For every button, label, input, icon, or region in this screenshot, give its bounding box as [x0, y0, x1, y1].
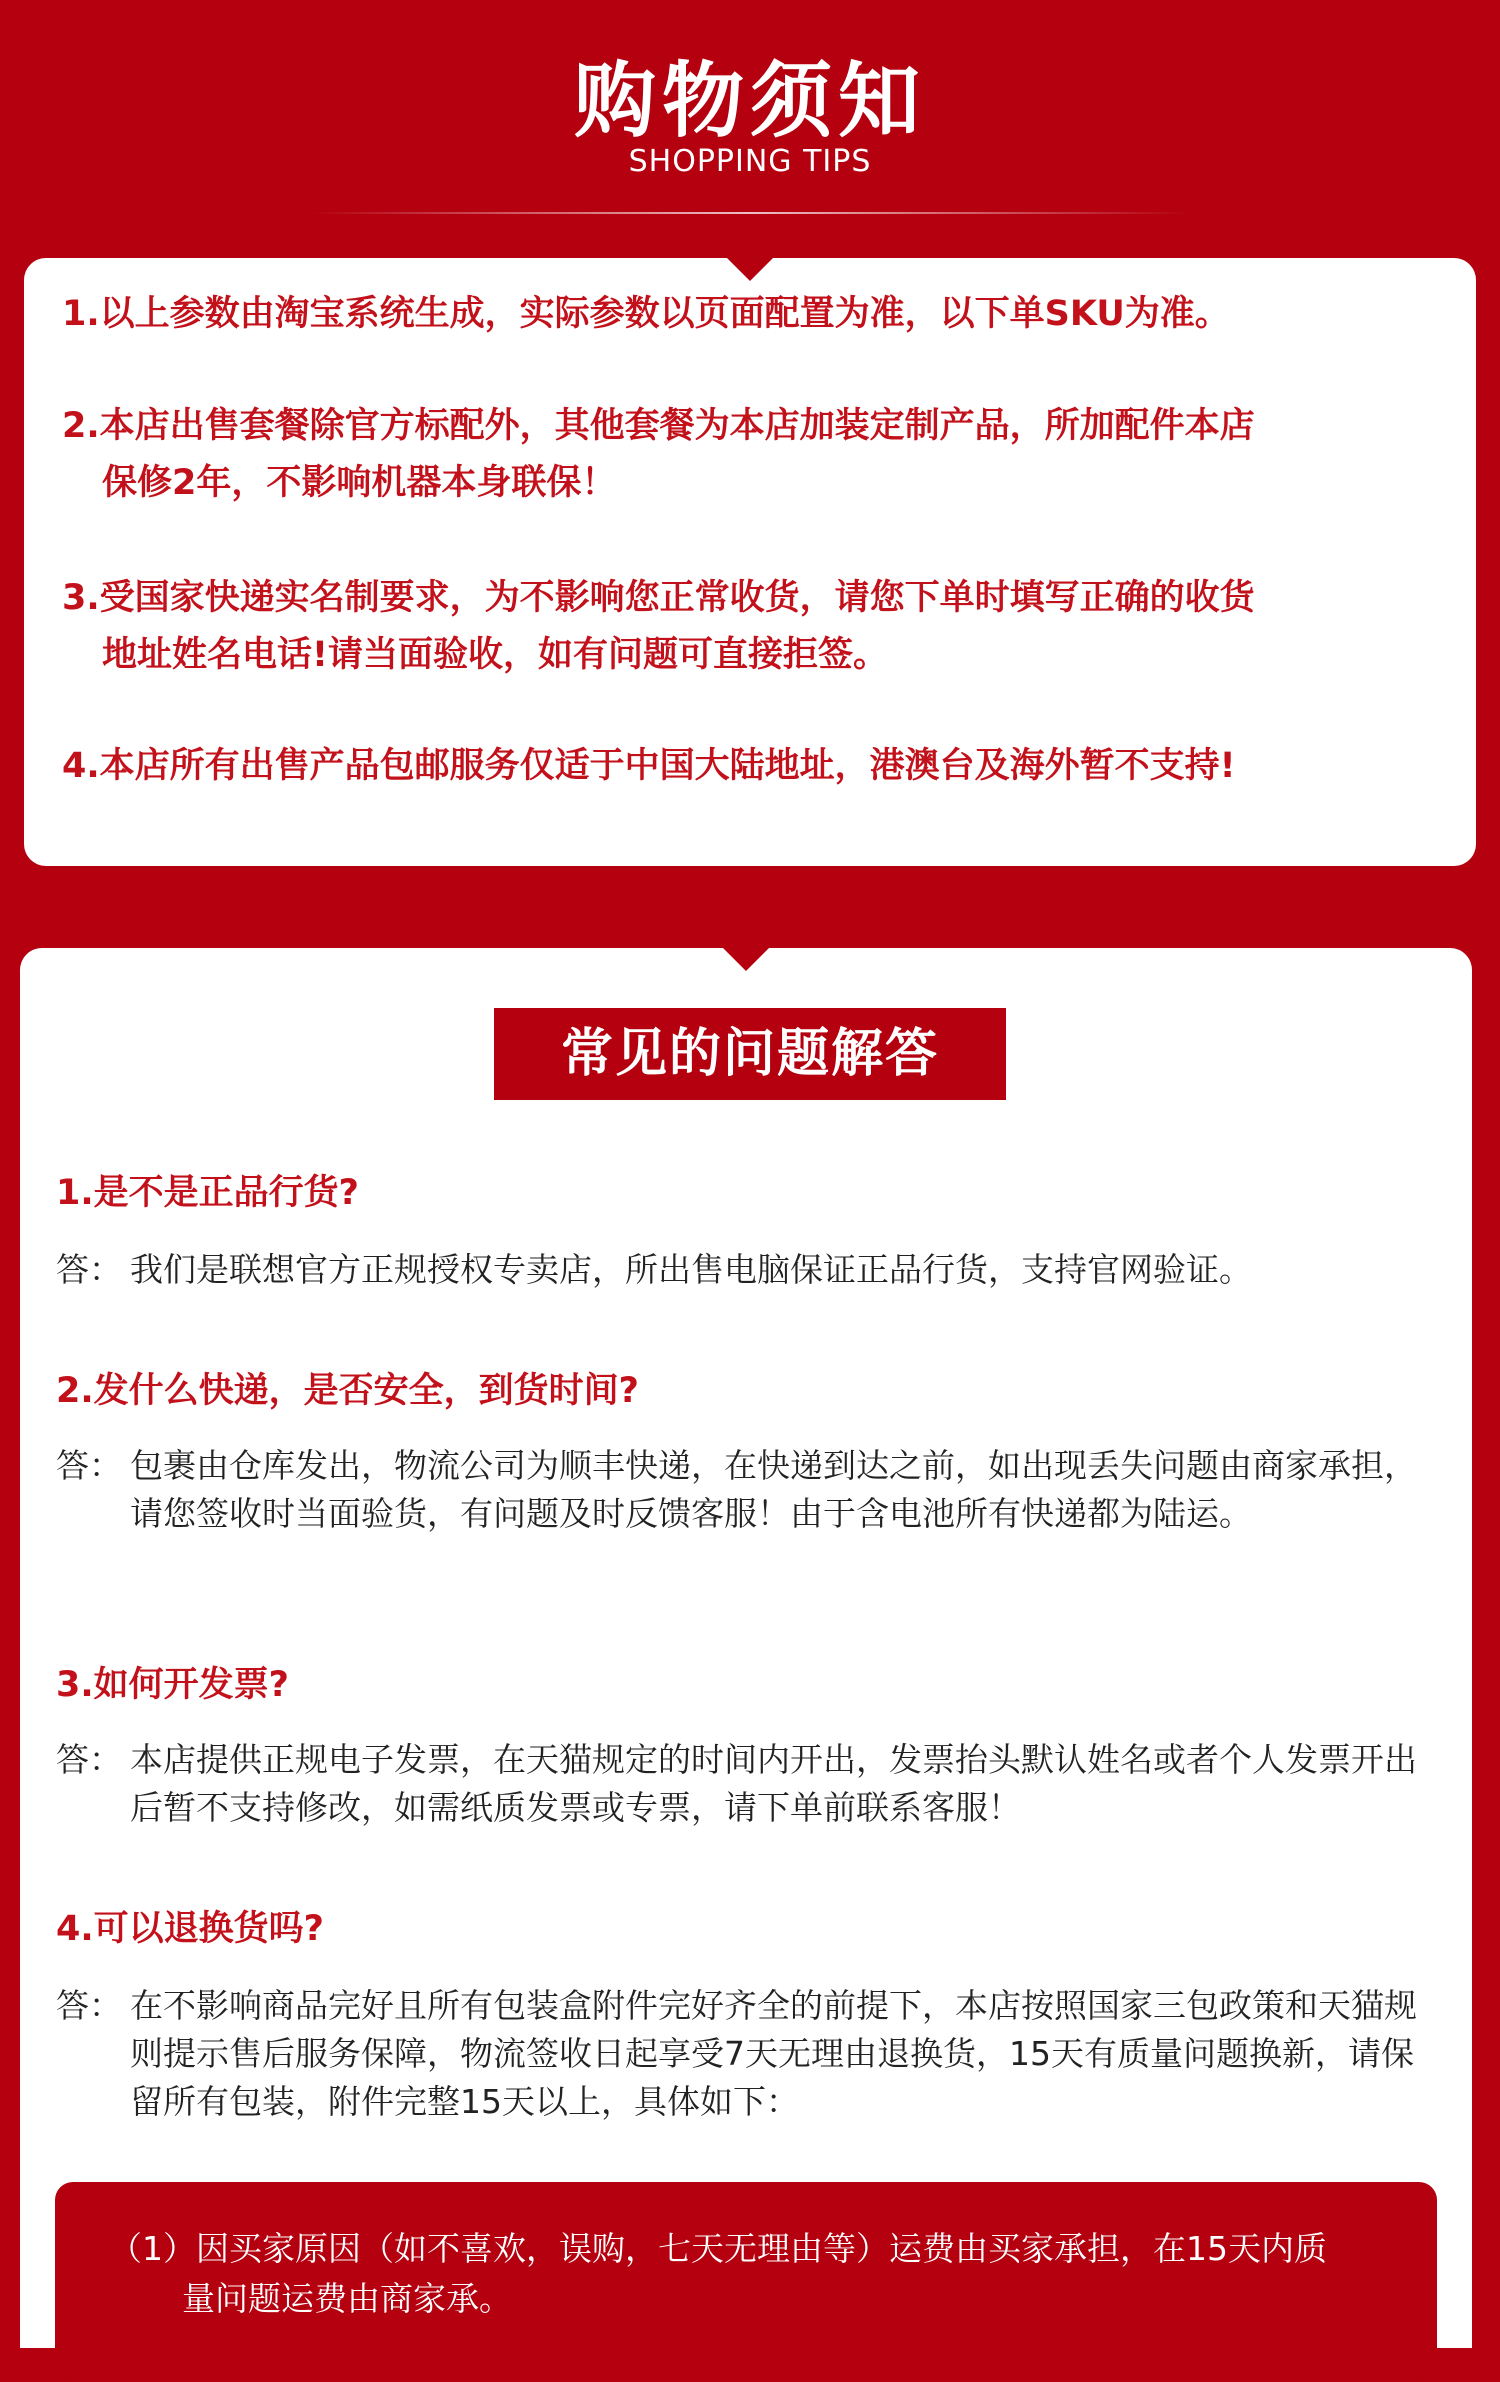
answer-text: 包裹由仓库发出，物流公司为顺丰快递，在快递到达之前，如出现丢失问题由商家承担，请您签收时当面验货，有问题及时反馈客服！由于含电池所有快递都为陆运。 [130, 1446, 1417, 1533]
tip-item [62, 570, 1442, 684]
tip-text: 2.本店出售套餐除官方标配外，其他套餐为本店加装定制产品，所加配件本店 [62, 406, 1255, 446]
faq-question: 2.发什么快递，是否安全，到货时间? [56, 1371, 639, 1411]
tip-item [62, 738, 1442, 795]
tip-text: 3.受国家快递实名制要求，为不影响您正常收货，请您下单时填写正确的收货 [62, 578, 1255, 618]
answer-prefix: 答： [56, 1250, 122, 1289]
note-line-continued: 量问题运费由商家承。 [182, 2279, 512, 2318]
tip-text-continued: 地址姓名电话!请当面验收，如有问题可直接拒签。 [102, 635, 888, 675]
tip-item [62, 286, 1442, 343]
answer-text: 在不影响商品完好且所有包装盒附件完好齐全的前提下，本店按照国家三包政策和天猫规则提示售后服务保障，物流签收日起享受7天无理由退换货，15天有质量问题换新，请保留所有包装，附件完整15天以上，具体如下： [130, 1986, 1417, 2121]
page-subtitle: SHOPPING TIPS [628, 144, 872, 179]
card-notch [726, 257, 774, 281]
faq-answer [56, 1246, 1446, 1294]
answer-prefix: 答： [56, 1446, 122, 1485]
faq-answer [56, 1982, 1446, 2126]
tip-item [62, 398, 1442, 512]
answer-text: 我们是联想官方正规授权专卖店，所出售电脑保证正品行货，支持官网验证。 [130, 1250, 1252, 1289]
faq-title: 常见的问题解答 [494, 1008, 1006, 1100]
header-divider [310, 212, 1190, 214]
shopping-tips-card [24, 258, 1476, 866]
note-text [109, 2224, 1409, 2324]
faq-answer [56, 1736, 1446, 1832]
tip-text: 1.以上参数由淘宝系统生成，实际参数以页面配置为准，以下单SKU为准。 [62, 294, 1230, 334]
card-notch [722, 947, 770, 971]
page-title: 购物须知 [573, 54, 926, 149]
answer-text: 本店提供正规电子发票，在天猫规定的时间内开出，发票抬头默认姓名或者个人发票开出后暂不支持修改，如需纸质发票或专票，请下单前联系客服！ [130, 1740, 1417, 1827]
tip-text: 4.本店所有出售产品包邮服务仅适于中国大陆地址，港澳台及海外暂不支持! [62, 746, 1236, 786]
faq-card [20, 948, 1472, 2348]
answer-prefix: 答： [56, 1740, 122, 1779]
faq-question: 3.如何开发票? [56, 1665, 289, 1705]
faq-question: 4.可以退换货吗? [56, 1909, 324, 1949]
note-line: （1）因买家原因（如不喜欢，误购，七天无理由等）运费由买家承担，在15天内质 [109, 2229, 1327, 2268]
faq-question: 1.是不是正品行货? [56, 1173, 359, 1213]
tip-text-continued: 保修2年，不影响机器本身联保！ [102, 463, 617, 503]
answer-prefix: 答： [56, 1986, 122, 2025]
page-header [0, 0, 1500, 215]
faq-answer [56, 1442, 1446, 1538]
return-policy-note [55, 2182, 1437, 2382]
